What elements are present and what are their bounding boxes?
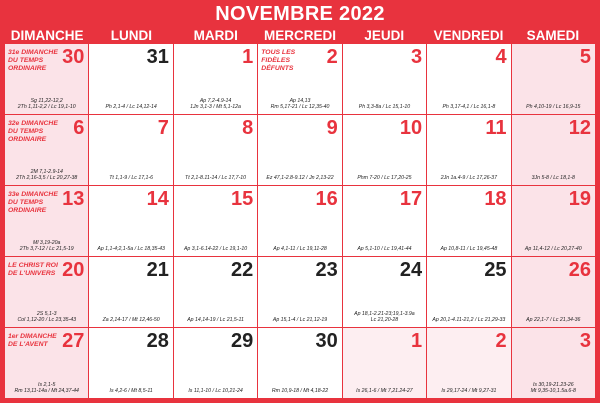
day-number: 1	[242, 46, 254, 68]
readings	[260, 317, 339, 324]
day-cell	[5, 186, 88, 256]
readings	[260, 175, 339, 182]
day-number: 9	[326, 117, 338, 139]
readings	[176, 388, 255, 395]
reading-line: Ap 14,14-19 / Lc 21,5-11	[187, 317, 244, 324]
day-number: 21	[146, 259, 169, 281]
readings	[176, 317, 255, 324]
day-number: 20	[62, 259, 85, 281]
day-number: 3	[411, 46, 423, 68]
readings	[345, 311, 424, 324]
readings	[7, 240, 86, 253]
readings	[514, 317, 593, 324]
reading-line: Tt 1,1-9 / Lc 17,1-6	[109, 175, 154, 182]
readings	[91, 175, 170, 182]
reading-line: Ap 5,1-10 / Lc 19,41-44	[357, 246, 412, 253]
day-cell	[89, 328, 172, 398]
day-cell	[427, 328, 510, 398]
readings	[7, 98, 86, 111]
calendar-grid	[5, 44, 595, 398]
reading-line: Ap 22,1-7 / Lc 21,34-36	[526, 317, 581, 324]
weekday-monday: LUNDI	[110, 28, 153, 43]
readings	[91, 317, 170, 324]
readings	[429, 104, 508, 111]
day-cell	[427, 186, 510, 256]
day-number: 28	[146, 330, 169, 352]
day-number: 29	[231, 330, 254, 352]
readings	[260, 98, 339, 111]
readings	[260, 388, 339, 395]
reading-line: Ap 14,13	[289, 97, 311, 104]
readings	[514, 382, 593, 395]
readings	[260, 246, 339, 253]
day-cell	[174, 328, 257, 398]
feast-label: TOUS LES FIDÈLES DÉFUNTS	[261, 49, 296, 73]
day-number: 27	[62, 330, 85, 352]
reading-line: Ph 4,10-19 / Lc 16,9-15	[526, 104, 581, 111]
reading-line: Is 26,1-6 / Mt 7,21.24-27	[356, 388, 413, 395]
reading-line: Ap 18,1-2.21-23;19,1-3.9a	[354, 310, 415, 317]
day-number: 18	[484, 188, 507, 210]
day-number: 31	[146, 46, 169, 68]
readings	[514, 175, 593, 182]
day-number: 4	[495, 46, 507, 68]
readings	[91, 104, 170, 111]
day-cell	[343, 328, 426, 398]
day-number: 19	[568, 188, 591, 210]
day-cell	[89, 115, 172, 185]
reading-line: Is 11,1-10 / Lc 10,21-24	[188, 388, 243, 395]
day-number: 15	[231, 188, 254, 210]
feast-label: 1er DIMANCHE DE L'AVENT	[8, 333, 57, 349]
reading-line: 1Jn 3,1-3 / Mt 5,1-12a	[190, 104, 241, 111]
day-cell	[174, 186, 257, 256]
day-cell	[512, 115, 595, 185]
readings	[176, 175, 255, 182]
reading-line: Sg 11,22-12,2	[30, 97, 63, 104]
day-cell	[343, 186, 426, 256]
day-number: 7	[157, 117, 169, 139]
day-number: 13	[62, 188, 85, 210]
day-cell	[258, 186, 341, 256]
day-cell	[5, 115, 88, 185]
readings	[345, 175, 424, 182]
readings	[514, 246, 593, 253]
feast-label: 32e DIMANCHE DU TEMPS ORDINAIRE	[8, 120, 58, 144]
day-cell	[512, 186, 595, 256]
weekday-header	[5, 27, 595, 44]
reading-line: Ez 47,1-2.8-9.12 / Jn 2,13-22	[266, 175, 334, 182]
readings	[429, 246, 508, 253]
day-cell	[258, 44, 341, 114]
day-number: 3	[579, 330, 591, 352]
day-number: 24	[399, 259, 423, 281]
reading-line: Lc 21,20-28	[370, 317, 399, 324]
day-cell	[427, 44, 510, 114]
day-cell	[174, 115, 257, 185]
reading-line: Is 4,2-6 / Mt 8,5-11	[109, 388, 153, 395]
day-cell	[5, 328, 88, 398]
reading-line: Phm 7-20 / Lc 17,20-25	[357, 175, 412, 182]
day-cell	[427, 257, 510, 327]
day-number: 25	[484, 259, 507, 281]
day-number: 14	[146, 188, 169, 210]
day-number: 6	[73, 117, 85, 139]
readings	[91, 388, 170, 395]
day-number: 12	[568, 117, 591, 139]
reading-line: Rm 5,17-21 / Lc 12,35-40	[270, 104, 330, 111]
day-cell	[89, 44, 172, 114]
reading-line: Col 1,12-20 / Lc 23,35-43	[17, 317, 76, 324]
day-cell	[512, 328, 595, 398]
day-number: 30	[315, 330, 338, 352]
reading-line: Ap 3,1-6.14-22 / Lc 19,1-10	[183, 246, 248, 253]
day-number: 2	[326, 46, 338, 68]
readings	[176, 246, 255, 253]
day-cell	[174, 257, 257, 327]
readings	[345, 104, 424, 111]
day-number: 8	[242, 117, 254, 139]
reading-line: Tt 2,1-8.11-14 / Lc 17,7-10	[185, 175, 247, 182]
day-cell	[258, 257, 341, 327]
readings	[429, 388, 508, 395]
reading-line: Is 30,19-21.23-26	[532, 381, 574, 388]
day-number: 23	[315, 259, 338, 281]
day-number: 11	[485, 117, 507, 139]
day-number: 16	[315, 188, 338, 210]
day-cell	[89, 186, 172, 256]
reading-line: 2Th 3,7-12 / Lc 21,5-19	[19, 246, 74, 253]
reading-line: Ap 20,1-4.11-21,2 / Lc 21,29-33	[432, 317, 506, 324]
day-cell	[427, 115, 510, 185]
reading-line: Mt 9,35-10,1.5a.6-8	[530, 388, 576, 395]
reading-line: Rm 10,9-18 / Mt 4,18-22	[271, 388, 329, 395]
day-number: 2	[495, 330, 507, 352]
readings	[345, 388, 424, 395]
reading-line: Za 2,14-17 / Mt 12,46-50	[102, 317, 160, 324]
day-number: 10	[399, 117, 423, 139]
readings	[345, 246, 424, 253]
weekday-thursday: JEUDI	[364, 28, 405, 43]
readings	[429, 317, 508, 324]
weekday-sunday: DIMANCHE	[10, 28, 84, 43]
day-cell	[89, 257, 172, 327]
day-cell	[5, 44, 88, 114]
reading-line: Rm 13,11-14a / Mt 24,37-44	[14, 388, 79, 395]
reading-line: 3Jn 5-8 / Lc 18,1-8	[531, 175, 575, 182]
day-cell	[258, 328, 341, 398]
day-cell	[343, 44, 426, 114]
weekday-friday: VENDREDI	[433, 28, 504, 43]
day-number: 1	[411, 330, 423, 352]
reading-line: Ap 11,4-12 / Lc 20,27-40	[524, 246, 582, 253]
feast-label: 33e DIMANCHE DU TEMPS ORDINAIRE	[8, 191, 58, 215]
weekday-tuesday: MARDI	[193, 28, 238, 43]
reading-line: Ph 2,1-4 / Lc 14,12-14	[105, 104, 157, 111]
day-cell	[5, 257, 88, 327]
day-cell	[512, 257, 595, 327]
day-cell	[512, 44, 595, 114]
reading-line: 2M 7,1-2.9-14	[30, 168, 63, 175]
readings	[7, 311, 86, 324]
reading-line: Ap 1,1-4;2,1-5a / Lc 18,35-43	[97, 246, 165, 253]
reading-line: Is 2,1-5	[38, 381, 56, 388]
day-cell	[343, 115, 426, 185]
readings	[429, 175, 508, 182]
reading-line: 2Jn 1a.4-9 / Lc 17,26-37	[440, 175, 497, 182]
calendar-title: NOVEMBRE 2022	[215, 3, 385, 25]
day-cell	[343, 257, 426, 327]
weekday-saturday: SAMEDI	[526, 28, 580, 43]
day-number: 26	[568, 259, 591, 281]
feast-label: LE CHRIST ROI DE L'UNIVERS	[8, 262, 58, 278]
day-number: 5	[579, 46, 591, 68]
reading-line: Ap 7,2-4.9-14	[199, 97, 232, 104]
reading-line: Is 29,17-24 / Mt 9,27-31	[441, 388, 497, 395]
day-number: 30	[62, 46, 85, 68]
reading-line: Ph 3,17-4,1 / Lc 16,1-8	[442, 104, 496, 111]
reading-line: 2S 5,1-3	[36, 310, 57, 317]
day-cell	[174, 44, 257, 114]
reading-line: Ml 3,19-20a	[33, 239, 61, 246]
reading-line: 2Th 2,16-3,5 / Lc 20,27-38	[16, 175, 78, 182]
reading-line: 2Th 1,11-2,2 / Lc 19,1-10	[17, 104, 76, 111]
readings	[7, 382, 86, 395]
day-number: 17	[399, 188, 423, 210]
readings	[176, 98, 255, 111]
feast-label: 31e DIMANCHE DU TEMPS ORDINAIRE	[8, 49, 58, 73]
readings	[7, 169, 86, 182]
reading-line: Ap 15,1-4 / Lc 21,12-19	[272, 317, 328, 324]
reading-line: Ap 10,8-11 / Lc 19,45-48	[440, 246, 498, 253]
readings	[91, 246, 170, 253]
reading-line: Ph 3,3-8a / Lc 15,1-10	[358, 104, 411, 111]
day-number: 22	[231, 259, 254, 281]
reading-line: Ap 4,1-11 / Lc 19,11-28	[273, 246, 327, 253]
day-cell	[258, 115, 341, 185]
readings	[514, 104, 593, 111]
weekday-wednesday: MERCREDI	[263, 28, 336, 43]
